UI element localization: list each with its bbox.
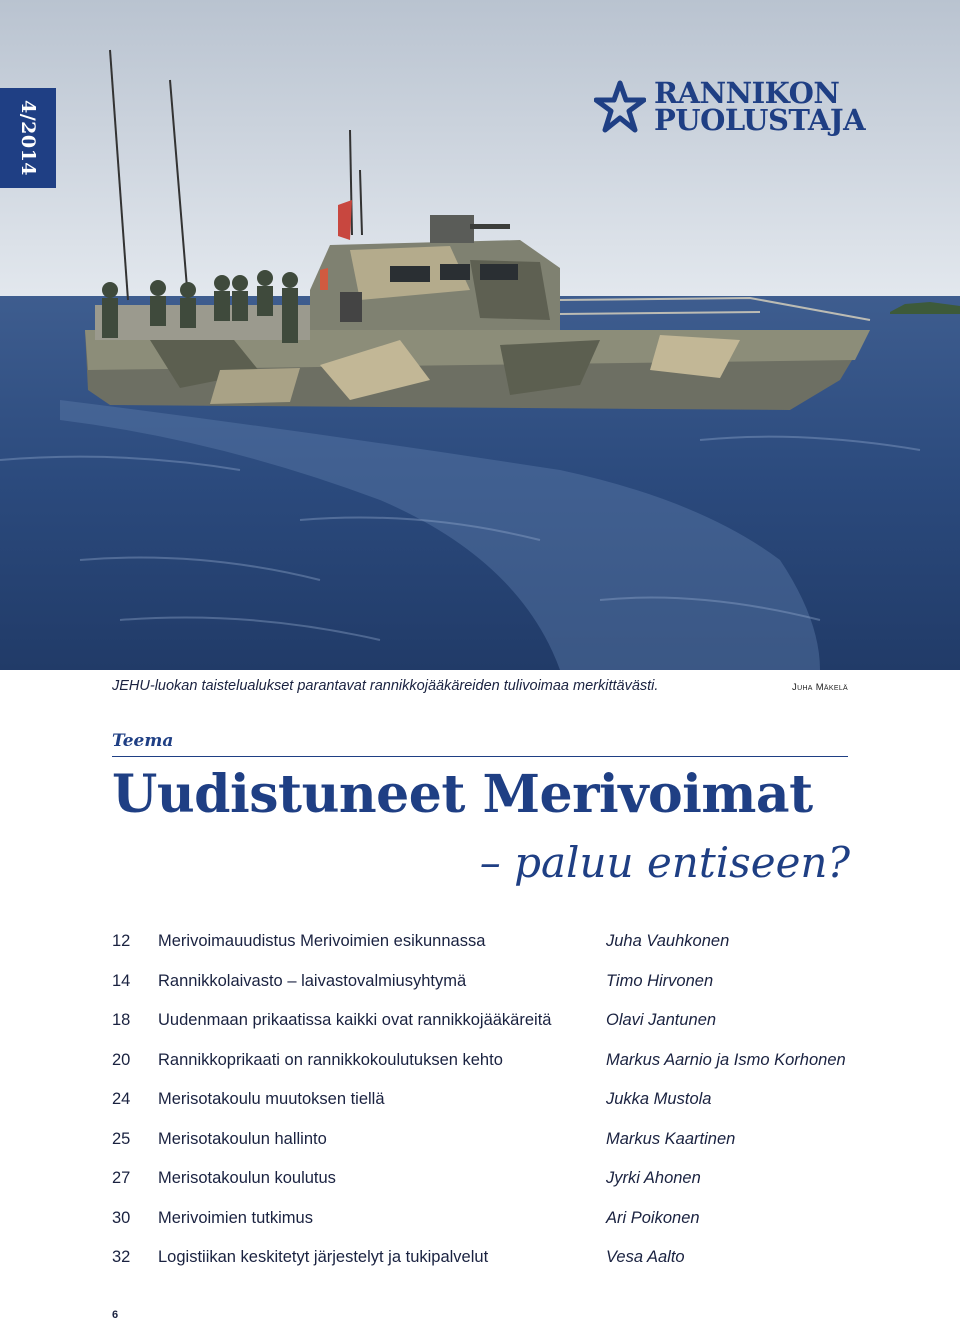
toc-page: 30 <box>112 1208 131 1227</box>
toc-title: Logistiikan keskitetyt järjestelyt ja tukipalvelut <box>158 1248 489 1267</box>
magazine-logo <box>594 76 866 137</box>
toc-title: Merisotakoulun koulutus <box>158 1169 336 1188</box>
toc-title: Rannikkolaivasto – laivastovalmiusyhtymä <box>158 971 467 990</box>
page-title: Uudistuneet Merivoimat <box>112 764 813 825</box>
toc-item[interactable] <box>112 962 872 1002</box>
toc-page: 32 <box>112 1248 131 1267</box>
toc-author: Juha Vauhkonen <box>606 932 730 951</box>
toc-title: Merisotakoulu muutoksen tiellä <box>158 1090 385 1109</box>
toc-page: 24 <box>112 1090 131 1109</box>
toc-item[interactable] <box>112 1159 872 1199</box>
toc-item[interactable] <box>112 1238 872 1278</box>
issue-tab <box>0 88 56 188</box>
toc-author: Ari Poikonen <box>606 1208 700 1227</box>
toc-author: Timo Hirvonen <box>606 971 714 990</box>
page-subtitle: – paluu entiseen? <box>479 838 850 887</box>
toc-author: Jukka Mustola <box>606 1090 712 1109</box>
logo-line-2: PUOLUSTAJA <box>654 103 866 137</box>
toc-page: 27 <box>112 1169 131 1188</box>
section-divider <box>112 756 848 757</box>
issue-number: 4/2014 <box>17 99 40 177</box>
toc-page: 12 <box>112 932 131 951</box>
toc-title: Rannikkoprikaati on rannikkokoulutuksen kehto <box>158 1050 503 1069</box>
toc-title: Merisotakoulun hallinto <box>158 1129 327 1148</box>
toc-title: Merivoimien tutkimus <box>158 1208 313 1227</box>
toc-item[interactable] <box>112 922 872 962</box>
photo-credit: Juha Mäkelä <box>792 682 848 693</box>
toc-page: 20 <box>112 1050 131 1069</box>
toc-item[interactable] <box>112 1199 872 1239</box>
toc-page: 14 <box>112 971 131 990</box>
photo-caption: JEHU-luokan taistelualukset parantavat rannikkojääkäreiden tulivoimaa merkittävästi. <box>112 678 659 694</box>
section-label: Teema <box>112 731 174 751</box>
page-number: 6 <box>112 1309 119 1321</box>
toc-title: Uudenmaan prikaatissa kaikki ovat rannikkojääkäreitä <box>158 1011 552 1030</box>
toc-page: 25 <box>112 1129 131 1148</box>
toc-item[interactable] <box>112 1080 872 1120</box>
toc-item[interactable] <box>112 1001 872 1041</box>
star-icon <box>594 80 646 134</box>
toc-item[interactable] <box>112 1120 872 1160</box>
toc-author: Olavi Jantunen <box>606 1011 717 1030</box>
table-of-contents <box>112 922 872 1278</box>
toc-author: Markus Kaartinen <box>606 1129 736 1148</box>
toc-item[interactable] <box>112 1041 872 1081</box>
logo-line-1: RANNIKON <box>654 76 840 111</box>
toc-author: Vesa Aalto <box>606 1248 685 1267</box>
toc-author: Markus Aarnio ja Ismo Korhonen <box>606 1050 846 1069</box>
toc-page: 18 <box>112 1011 131 1030</box>
toc-author: Jyrki Ahonen <box>606 1169 701 1188</box>
toc-title: Merivoimauudistus Merivoimien esikunnassa <box>158 932 486 951</box>
